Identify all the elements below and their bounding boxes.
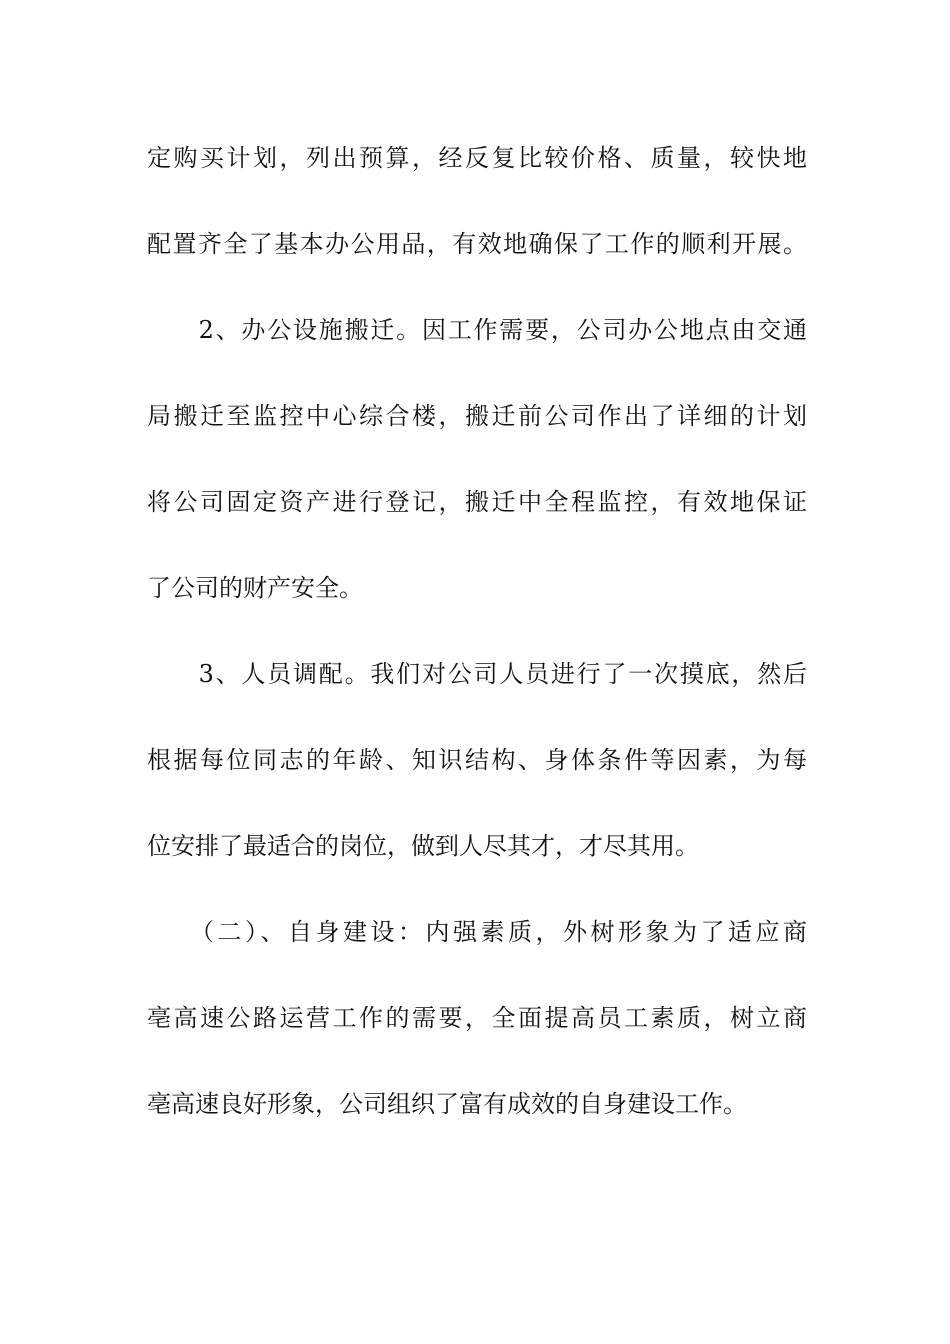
text-line-6: 了公司的财产安全。 bbox=[147, 574, 363, 602]
text-line-5: 将公司固定资产进行登记，搬迁中全程监控，有效地保证 bbox=[147, 488, 807, 516]
text-line-9: 位安排了最适合的岗位，做到人尽其才，才尽其用。 bbox=[147, 832, 699, 860]
text-line-2: 配置齐全了基本办公用品，有效地确保了工作的顺利开展。 bbox=[147, 230, 807, 258]
text-line-11: 亳高速公路运营工作的需要，全面提高员工素质，树立商 bbox=[147, 1004, 807, 1032]
text-line-4: 局搬迁至监控中心综合楼，搬迁前公司作出了详细的计划 bbox=[147, 402, 807, 430]
text-line-12: 亳高速良好形象，公司组织了富有成效的自身建设工作。 bbox=[147, 1090, 747, 1118]
text-line-10: （二）、自身建设：内强素质，外树形象为了适应商 bbox=[147, 918, 807, 946]
text-line-1: 定购买计划，列出预算，经反复比较价格、质量，较快地 bbox=[147, 144, 807, 172]
text-line-7: 3、人员调配。我们对公司人员进行了一次摸底，然后 bbox=[147, 660, 807, 688]
text-line-8: 根据每位同志的年龄、知识结构、身体条件等因素，为每 bbox=[147, 746, 807, 774]
text-line-3: 2、办公设施搬迁。因工作需要，公司办公地点由交通 bbox=[147, 316, 807, 344]
